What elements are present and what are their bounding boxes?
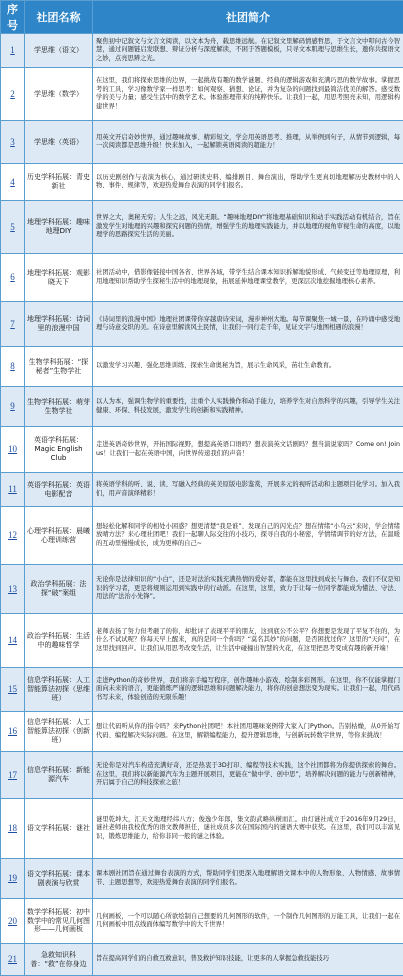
club-intro: 走进Python的奇妙世界，我们将亲手编写程序，创作趣味小游戏、绘制多彩图形。在这里，你不仅能掌握门面向未来的语言，更能锻炼严谨的逻辑思维和问题解决能力，将你的创意想法变为现实。让我们一起，用代码书写未来，体验创造的无限乐趣！ [93,668,403,712]
row-number-link[interactable]: 12 [8,530,17,540]
table-row [1,164,403,201]
row-number-link[interactable]: 13 [8,584,17,594]
club-name: 学思维（语文） [25,34,93,68]
club-name: 地理学科拓展：诗词里的浪漫中国 [25,302,93,347]
table-row [1,302,403,347]
club-name: 生物学科拓展：萌芽生物学社 [25,387,93,427]
table-row [1,201,403,254]
club-name: 生物学科拓展：“探秘者”生物学社 [25,347,93,387]
club-intro: 以人为本，强调生物学的重要性，注重个人实践操作和动手能力，培养学生对自然科学的兴趣，引导学生关注健康、环保、科技发展，激发学生的创新和实践精神。 [93,387,403,427]
table-row [1,34,403,68]
club-name: 政治学科拓展：生活中的趣味哲学 [25,614,93,668]
row-number-link[interactable]: 6 [10,272,15,282]
club-intro: 将英语学科的听、说、读、写融入经典的英美原版电影鉴赏，开展多元的视听活动和主题项目化学习。加入我们，用声音演绎精彩！ [93,473,403,507]
row-number-link[interactable]: 9 [10,401,15,411]
club-intro: 聚焦初中记叙文与文言文阅读，以文本为舟，载思维远航。在记叙文里解码情感哲思，于文言文中叩问古今智慧，通过问题链启发联想、辩证分析与深度解读，不困于答题模板，只寻文本肌理与思维生长，邀你共探语文之妙，点亮思辨之光。 [93,34,403,68]
club-name: 信息学科拓展：人工智能算法初探（创新班） [25,712,93,752]
club-intro: 课本剧社团旨在通过舞台表演的方式，帮助同学们更深入地理解语文课本中的人物形象、人物情感、故事情节、主题思想等，欢迎热爱舞台表演的同学们报名。 [93,859,403,899]
table-row [1,668,403,712]
row-number-link[interactable]: 19 [8,873,17,883]
table-header-row [1,1,403,34]
club-intro: 几何画板，一个可以随心所欲绘制自己想要的几何图形的软件，一个制作几何图形的万能工具，让我们一起在几何画板中用点线面体编写数学中的大千世界！ [93,899,403,944]
club-name: 学思维（数学） [25,68,93,121]
club-name: 政治学科拓展：法探“破”案组 [25,565,93,614]
row-number-link[interactable]: 7 [10,319,15,329]
table-row [1,347,403,387]
table-row [1,387,403,427]
row-number-link[interactable]: 2 [10,89,15,99]
table-row [1,712,403,752]
club-intro: 社团活动中，借影像链接中国各省、世界各域，带学生结合课本知识拆解地貌形成、气候变迁等地理原理，利用地理知识帮助学生探秘生活中的地理现象，拓展延伸地理课堂教学，更深层次地挖掘地理核心素养。 [93,254,403,302]
row-number-link[interactable]: 8 [10,361,15,371]
club-intro: 想轻松化解和同学的相处小困惑？想更清楚“我是谁”、发现自己的闪光点？想在情绪“小乌云”来时，学会情绪放晴方法？来心理社团吧！我们一起聊人际交往的小技巧，探寻自我的小秘密，学情绪调节的好方法，在温暖的互动里慢慢成长，成为更棒的自己~ [93,507,403,565]
table-row [1,507,403,565]
club-name: 信息学科拓展：人工智能算法初探（思维班） [25,668,93,712]
club-intro: 《诗词里的浪漫中国》地理社团课带你穿越唐诗宋词，漫步神州大地。每节课聚焦一城一景，在吟诵中感受地理与诗意交织的美。在诗意里解读风土民情，让我们一同行走千年，见证文字与地图相遇的浪漫！ [93,302,403,347]
table-row [1,752,403,799]
club-intro: 用英文开启奇妙世界，通过趣味故事、精彩短文，学会用英语思考、推理，从举例到句子，从情节到逻辑，每一次阅读都是思维升级！快来加入，一起解锁英语阅读的超能力！ [93,121,403,164]
club-intro: 老师表扬了努力但考砸了的你，却批评了表现平平的朋友，这到底公不公平？你想要是发现了平复不住的，为什么不试试呢？你每天早上醒来，真的是同一个你吗？“莫名其妙”的问题，是否困扰过你？这里的“天问”，在这里找到回声。让我们从用思考改变生活，让生活中碰撞出智慧的火花，在这里把思考变成有趣的新开端！ [93,614,403,668]
header-intro: 社团简介 [93,1,403,34]
header-no: 序号 [1,1,25,34]
table-row [1,121,403,164]
club-intro: 谜里乾坤大，汇天文地理经纬八方；俊逸少年郎，集文韵武略纵横而汇。由灯谜社成立于2016年9月29日，谜社老师由我校优秀的语文教师担任，谜社成员多次在国际国内的谜语大赛中获奖。在这里，我们可以丰富见识，锻炼思维能力，给你非同一般的谜之体验。 [93,799,403,859]
table-row [1,614,403,668]
table-row [1,254,403,302]
club-name: 地理学科拓展：观影晓天下 [25,254,93,302]
row-number-link[interactable]: 15 [8,684,17,694]
table-row [1,859,403,899]
table-row [1,473,403,507]
header-name: 社团名称 [25,1,93,34]
row-number-link[interactable]: 10 [8,444,17,454]
club-intro: 走进英语奇妙世界，开拓国际视野，想提高英语口语吗？想表演英文话剧吗？想当演说家吗？Come on! Join us！让我们一起在英语中国，向世界传递我们的声音！ [93,427,403,473]
club-intro: 旨在提高同学们的自救互救意识，普及救护知识技能，让更多的人掌握急救技能技巧 [93,944,403,976]
row-number-link[interactable]: 5 [10,222,15,232]
club-intro: 想让代码听从你的指令吗？来Python社团吧！本社团用趣味案例带大家入门Python。告别枯燥，从0开始写代码、编程解决实际问题。在这里，解锁编程能力，提升逻辑思维，与创新玩转数字世界，等你来挑战！ [93,712,403,752]
club-intro: 无论你是对汽车构造充满好奇，还是热衷于3D打印、编程等技术实践，这个社团都将为你提供探索的舞台。在这里，我们将以新能源汽车为主题开展项目，更能在“做中学、创中思”，培养解决问题的能力与创新精神，开启属于自己的科技探索之旅！ [93,752,403,799]
club-name: 信息学科拓展：新能源汽车 [25,752,93,799]
table-row [1,427,403,473]
club-intro: 无论你是法律知识的“小白”，还是对法治实践充满热情的爱好者，都能在这里找到成长与舞台。我们不仅是知识的学习者，更是将规则运用到实践中的行动派。在这里，这里，致力于让每一位同学都能成为懂法、守法、用法的“法治小先锋”。 [93,565,403,614]
row-number-link[interactable]: 4 [10,177,15,187]
club-name: 英语学科拓展：英语电影配音 [25,473,93,507]
table-row [1,944,403,976]
row-number-link[interactable]: 21 [8,954,17,964]
table-row [1,899,403,944]
club-name: 英语学科拓展：Magic English Club [25,427,93,473]
row-number-link[interactable]: 14 [8,635,17,645]
row-number-link[interactable]: 18 [8,823,17,833]
table-row [1,68,403,121]
club-name: 语文学科拓展：谜社 [25,799,93,859]
club-intro: 以激发学习兴趣、强化思维训练、探索生命奥秘为旨，展示生命风采，苗壮生命教育。 [93,347,403,387]
club-name: 学思维（英语） [25,121,93,164]
table-row [1,565,403,614]
row-number-link[interactable]: 17 [8,770,17,780]
club-intro: 以历史剧创作与表演为核心，通过研读史料、编排剧目、舞台演出，帮助学生更真切地理解历史教材中的人物、事件、规律等，欢迎热爱舞台表演的同学们报名。 [93,164,403,201]
club-name: 语文学科拓展：课本剧表演与欣赏 [25,859,93,899]
row-number-link[interactable]: 11 [8,484,17,494]
club-name: 地理学科拓展：趣味地理DIY [25,201,93,254]
club-name: 数学学科拓展：初中数学中的常见几何图形——几何画板 [25,899,93,944]
club-name: 历史学科拓展：青史新社 [25,164,93,201]
club-name: 急救知识科普：“救”在你身边 [25,944,93,976]
club-intro: 世界之大，奥秘无穷；人生之远，风光无限。“趣味地理DIY”将地理基础知识和动手实践活动有机结合，旨在激发学生对地理的兴趣和探究问题的热情，增强学生的地理实践能力，并以地理的视角审视生命的高度，以地理学的思路探究生活的美丽。 [93,201,403,254]
club-name: 心理学科拓展：晨曦心理训练营 [25,507,93,565]
row-number-link[interactable]: 16 [8,726,17,736]
row-number-link[interactable]: 3 [10,137,15,147]
club-intro: 在这里，我们将探索思维的边界，一起挑战有趣的数学谜题、经典的逻辑游戏和充满巧思的数学故事。掌握思考的工具，学习像数学家一样思考：如何观察、猜想、论证，并为复杂的问题找到最简洁优美的解答。感受数学的美与力量；感受生活中的数学艺术。体验推理带来的纯粹快乐。让我们一起，用思考照亮未知，用逻辑构建世界！ [93,68,403,121]
row-number-link[interactable]: 20 [8,916,17,926]
row-number-link[interactable]: 1 [10,45,15,55]
table-row [1,799,403,859]
